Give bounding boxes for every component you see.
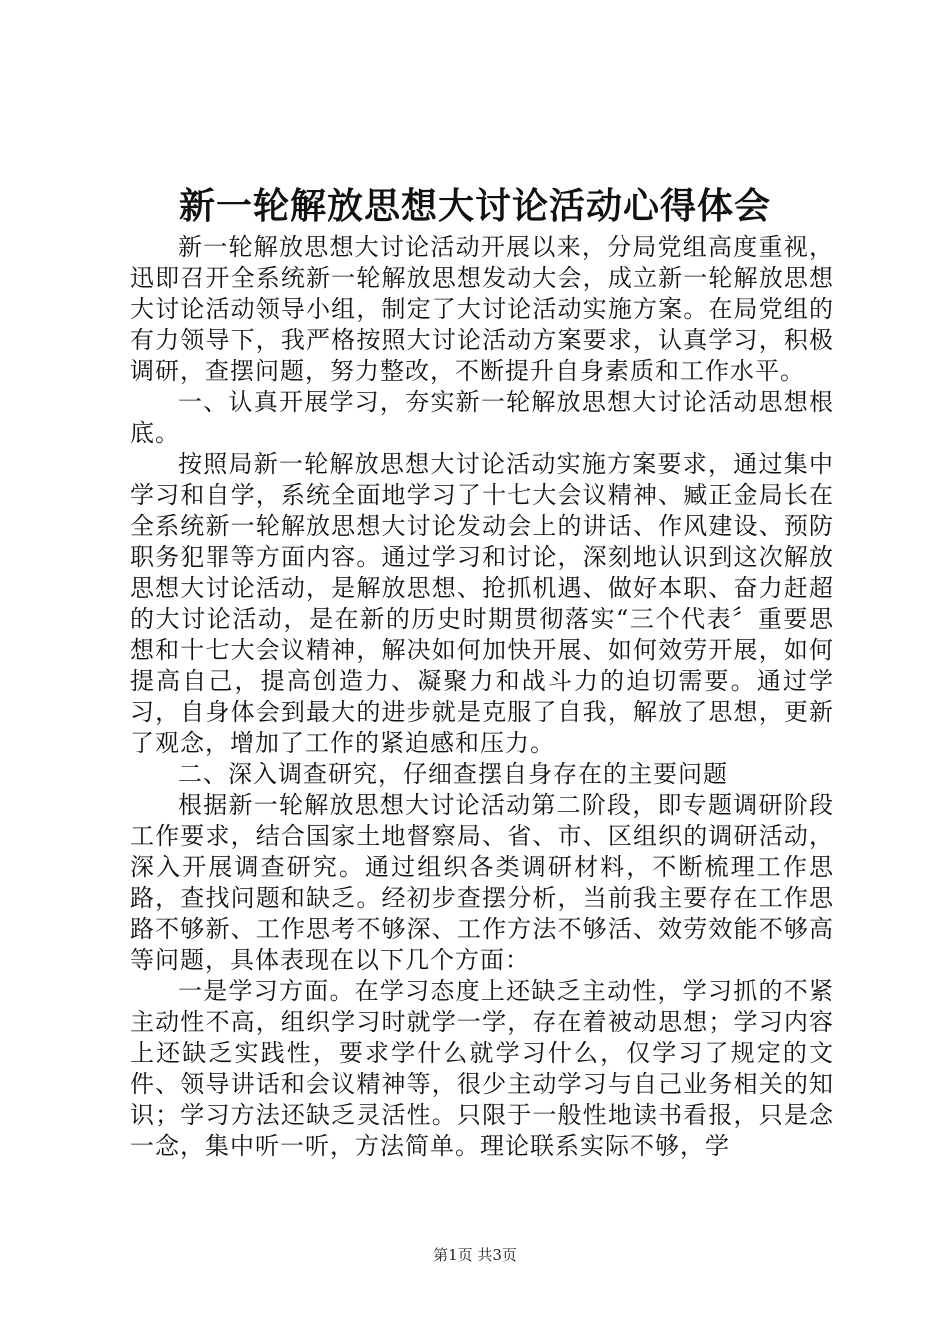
document-title: 新一轮解放思想大讨论活动心得体会 <box>178 186 771 227</box>
intro-paragraph: 新一轮解放思想大讨论活动开展以来，分局党组高度重视，迅即召开全系统新一轮解放思想发动大会，成立新一轮解放思想大讨论活动领导小组，制定了大讨论活动实施方案。在局党组的有力领导下，我严格按照大讨论活动方案要求，认真学习，积极调研，查摆问题，努力整改，不断提升自身素质和工作水平。 <box>130 233 834 385</box>
document-body <box>130 232 834 1162</box>
section-1-paragraph: 按照局新一轮解放思想大讨论活动实施方案要求，通过集中学习和自学，系统全面地学习了十七大会议精神、臧正金局长在全系统新一轮解放思想大讨论发动会上的讲话、作风建设、预防职务犯罪等方面内容。通过学习和讨论，深刻地认识到这次解放思想大讨论活动，是解放思想、抢抓机遇、做好本职、奋力赶超的大讨论活动，是在新的历史时期贯彻落实“三个代表〞重要思想和十七大会议精神，解决如何加快开展、如何效劳开展，如何提高自己，提高创造力、凝聚力和战斗力的迫切需要。通过学习，自身体会到最大的进步就是克服了自我，解放了思想，更新了观念，增加了工作的紧迫感和压力。 <box>130 450 834 757</box>
learning-aspect-paragraph: 一是学习方面。在学习态度上还缺乏主动性，学习抓的不紧主动性不高，组织学习时就学一学，存在着被动思想；学习内容上还缺乏实践性，要求学什么就学习什么，仅学习了规定的文件、领导讲话和会议精神等，很少主动学习与自己业务相关的知识；学习方法还缺乏灵活性。只限于一般性地读书看报，只是念一念，集中听一听，方法简单。理论联系实际不够，学 <box>130 977 834 1160</box>
section-heading-1: 一、认真开展学习，夯实新一轮解放思想大讨论活动思想根底。 <box>130 388 834 447</box>
section-heading-2: 二、深入调查研究，仔细查摆自身存在的主要问题 <box>178 760 728 788</box>
section-2-paragraph: 根据新一轮解放思想大讨论活动第二阶段，即专题调研阶段工作要求，结合国家土地督察局、省、市、区组织的调研活动，深入开展调查研究。通过组织各类调研材料，不断梳理工作思路，查找问题和缺乏。经初步查摆分析，当前我主要存在工作思路不够新、工作思考不够深、工作方法不够活、效劳效能不够高等问题，具体表现在以下几个方面： <box>130 791 834 974</box>
page-number-footer: 第1页 共3页 <box>433 1246 517 1264</box>
